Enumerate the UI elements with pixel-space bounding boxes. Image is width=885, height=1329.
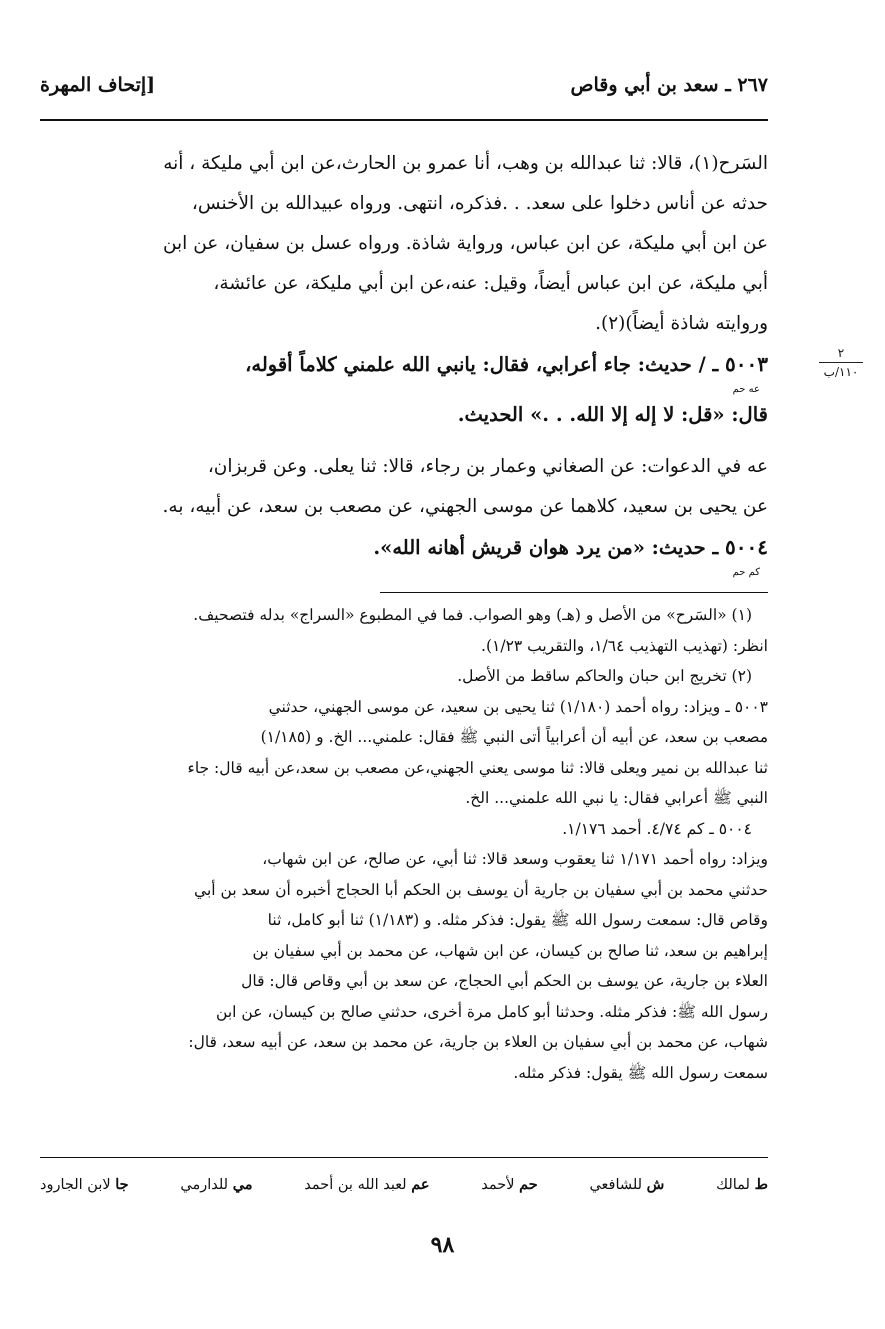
source-symbols: كم حم [732,567,760,578]
footnote-rule [380,592,768,593]
manuscript-folio-note [810,346,872,380]
legend-item: عم لعبد الله بن أحمد [304,1176,430,1193]
footnote-line: النبي ﷺ أعرابي فقال: يا نبي الله علمني... الخ. [465,789,768,807]
text-line: وروايته شاذة أيضاً)(٢). [595,313,768,334]
footnote-line: سمعت رسول الله ﷺ يقول: فذكر مثله. [513,1063,768,1082]
footnote-line: (١) «السَرح» من الأصل و (هـ) وهو الصواب. فما في المطبوع «السراج» بدله فتصحيف. [193,606,752,624]
legend-rule [40,1157,768,1158]
legend-item: ش للشافعي [589,1176,665,1193]
text-line: أبي مليكة، عن ابن عباس أيضاً، وقيل: عنه،عن ابن أبي مليكة، عن عائشة، [213,273,768,294]
footnote-line: رسول الله ﷺ: فذكر مثله. وحدثنا أبو كامل مرة أخرى، حدثني صالح بن كيسان، عن ابن [216,1002,768,1021]
hadith-number: ٥٠٠٤ [725,535,768,559]
footnote-line: حدثني محمد بن أبي سفيان بن جارية أن يوسف بن الحكم أبا الحجاج أخبره أن سعد بن أبي [194,880,768,899]
hadith-text: ـ / حديث: جاء أعرابي، فقال: يانبي الله علمني كلاماً أقوله، [245,353,726,376]
header-rule [40,119,768,121]
legend-item: حم لأحمد [481,1176,538,1193]
hadith-5003-heading [40,344,768,385]
page-header [40,66,768,108]
hadith-number: ٥٠٠٣ [725,352,768,376]
footnote-line: شهاب، عن محمد بن أبي سفيان بن العلاء بن جارية، عن محمد بن سعد، عن أبيه سعد، قال: [188,1033,768,1051]
text-line: عن ابن أبي مليكة، عن ابن عباس، ورواية شاذة. ورواه عسل بن سفيان، عن ابن [162,233,768,254]
footnotes [40,600,768,1088]
footnote-line: (٢) تخريج ابن حبان والحاكم ساقط من الأصل. [457,667,752,685]
footnote-line: ويزاد: رواه أحمد ١/١٧١ ثنا يعقوب وسعد قالا: ثنا أبي، عن صالح، عن ابن شهاب، [262,850,768,868]
margin-note-bottom: ١١٠/ب [823,365,859,379]
chapter-title: ٢٦٧ ـ سعد بن أبي وقاص [570,74,768,96]
text-line: عن يحيى بن سعيد، كلاهما عن موسى الجهني، عن مصعب بن سعد، عن أبيه، به. [162,496,768,517]
footnote-line: وقاص قال: سمعت رسول الله ﷺ يقول: فذكر مثله. و (١/١٨٣) ثنا أبو كامل، ثنا [267,911,768,929]
hadith-5004-heading [40,527,768,568]
main-text [40,144,768,578]
footnote-line: ٥٠٠٣ ـ ويزاد: رواه أحمد (١/١٨٠) ثنا يحيى بن سعيد، عن موسى الجهني، حدثني [268,697,768,716]
footnote-line: العلاء بن جارية، عن يوسف بن الحكم أبي الحجاج، عن سعد بن أبي وقاص قال: قال [241,972,768,990]
text-line: عه في الدعوات: عن الصغاني وعمار بن رجاء، قالا: ثنا يعلى. وعن قربزان، [207,456,768,477]
source-symbols: عه حم [732,384,760,395]
hadith-text: ـ حديث: «من يرد هوان قريش أهانه الله». [373,536,726,559]
legend-item: ط لمالك [716,1176,768,1193]
legend-item: جا لابن الجارود [40,1176,129,1193]
page-number: ٩٨ [430,1232,455,1258]
legend-item: مي للدارمي [180,1176,253,1193]
footnote-line: مصعب بن سعد، عن أبيه أن أعرابياً أتى النبي ﷺ فقال: علمني... الخ. و (١/١٨٥) [260,728,768,746]
footnote-line: ثنا عبدالله بن نمير ويعلى قالا: ثنا موسى يعني الجهني،عن مصعب بن سعد،عن أبيه قال: جاء [187,758,768,777]
abbreviation-legend [40,1176,768,1204]
text-line: السَرح(١)، قالا: ثنا عبدالله بن وهب، أنا عمرو بن الحارث،عن ابن أبي مليكة ، أنه [163,153,768,174]
footnote-line: إبراهيم بن سعد، ثنا صالح بن كيسان، عن ابن شهاب، عن محمد بن أبي سفيان بن [252,941,768,960]
footnote-line: ٥٠٠٤ ـ كم ٤/٧٤. أحمد ١/١٧٦. [562,819,752,838]
hadith-5003-text: قال: «قل: لا إله إلا الله. . .» الحديث. [457,403,768,426]
book-title: [إتحاف المهرة [40,74,156,96]
margin-note-divider [819,362,863,363]
margin-note-top: ٢ [837,346,845,360]
text-line: حدثه عن أناس دخلوا على سعد. . .فذكره، انتهى. ورواه عبيدالله بن الأخنس، [191,193,768,214]
footnote-line: انظر: (تهذيب التهذيب ١/٦٤، والتقريب ١/٢٣). [481,636,768,655]
